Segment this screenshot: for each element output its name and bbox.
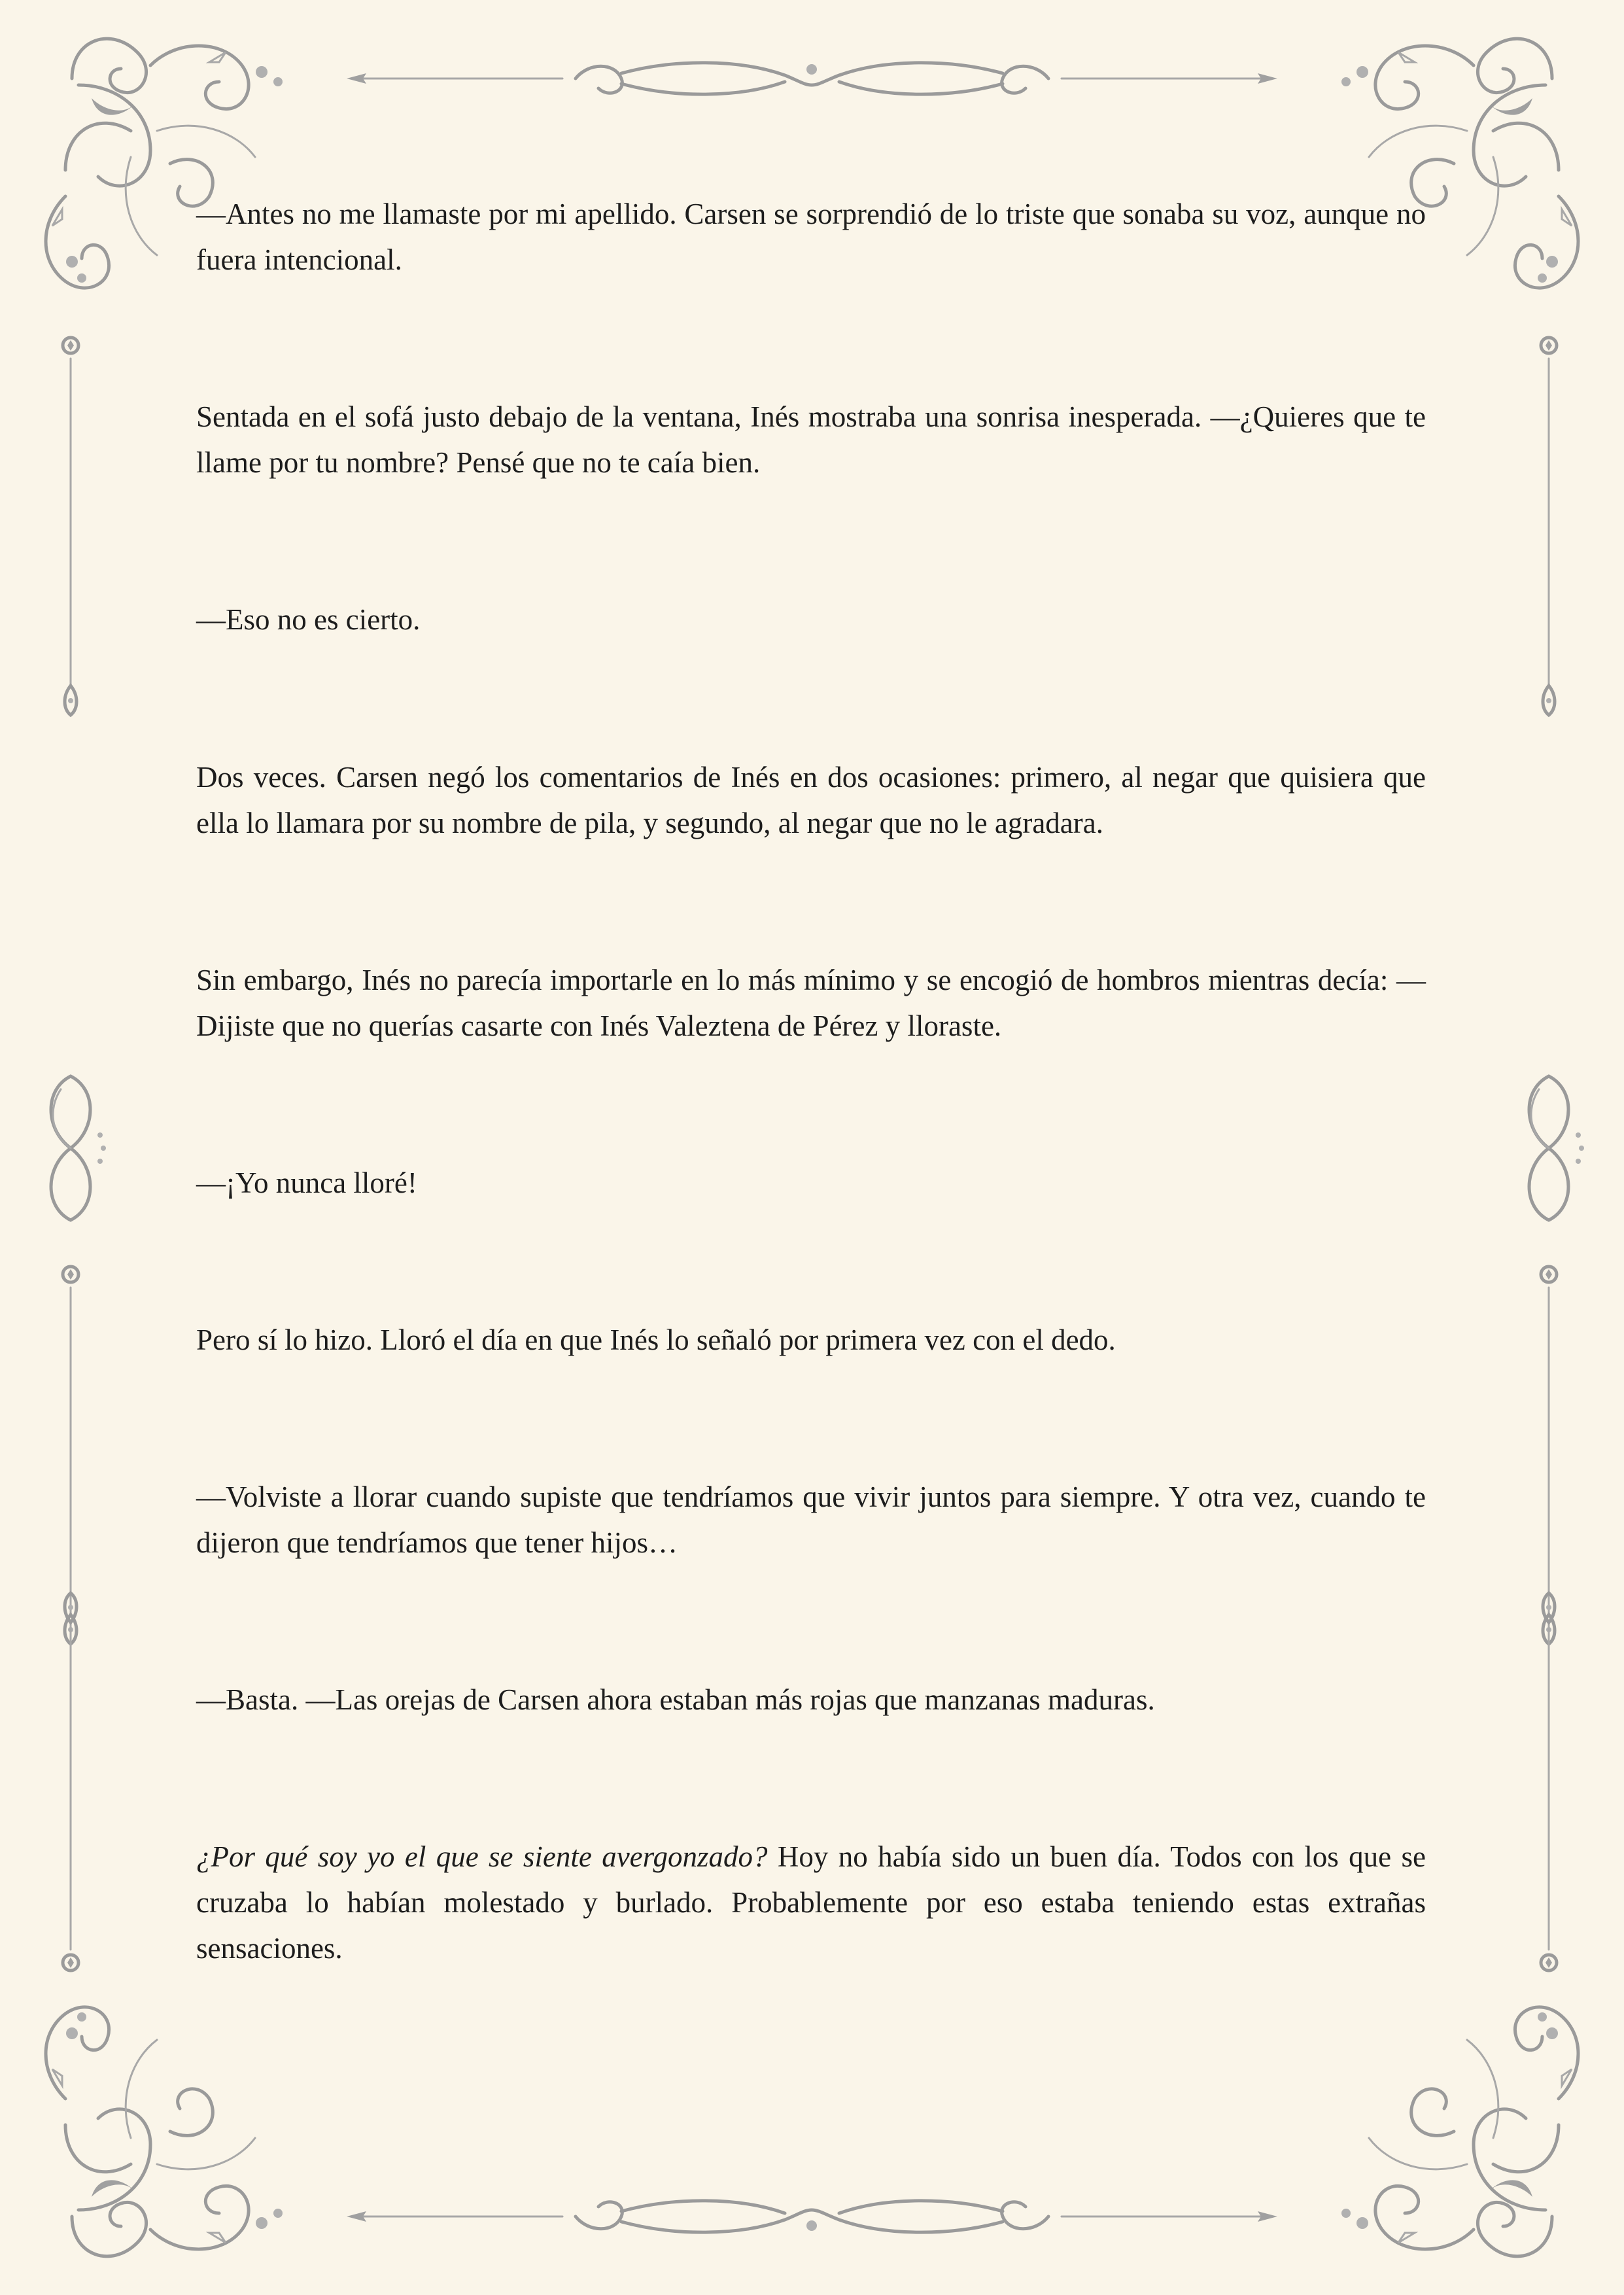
flourish-corner-icon (46, 2007, 283, 2256)
paragraph: Sentada en el sofá justo debajo de la ventana, Inés mostraba una sonrisa inesperada. —¿Quieres que te llame por tu nombre? Pensé que no te caía bien. (196, 400, 1426, 479)
paragraph: Pero sí lo hizo. Lloró el día en que Inés lo señaló por primera vez con el dedo. (196, 1323, 1116, 1356)
paragraph (196, 1834, 1426, 1971)
paragraph: —Eso no es cierto. (196, 603, 421, 636)
pendant-rod-icon (1541, 1267, 1557, 1644)
paragraph: Dos veces. Carsen negó los comentarios de Inés en dos ocasiones: primero, al negar que quisiera que ella lo llamara por su nombre de pila, y segundo, al negar que no le agradara. (196, 761, 1426, 839)
paragraph: Sin embargo, Inés no parecía importarle en lo más mínimo y se encogió de hombros mientras decía: —Dijiste que no querías casarte con Inés Valeztena de Pérez y lloraste. (196, 964, 1426, 1042)
pendant-rod-icon (1541, 1593, 1557, 1971)
infinity-knot-icon (51, 1076, 106, 1220)
paragraph: —Volviste a llorar cuando supiste que tendríamos que vivir juntos para siempre. Y otra vez, cuando te dijeron que tendríamos que tener hijos… (196, 1480, 1426, 1559)
scroll-border-icon (347, 63, 1277, 94)
pendant-rod-icon (1541, 338, 1557, 715)
paragraph: —¡Yo nunca lloré! (196, 1166, 417, 1199)
paragraph-text: Hoy no había sido un buen día. Todos con los que se cruzaba lo habían molestado y burlado. Probablemente por eso estaba teniendo estas extrañas sensaciones. (196, 1840, 1426, 1965)
paragraph: —Basta. —Las orejas de Carsen ahora estaban más rojas que manzanas maduras. (196, 1683, 1155, 1716)
italic-thought: ¿Por qué soy yo el que se siente avergonzado? (196, 1840, 768, 1873)
pendant-rod-icon (63, 338, 78, 715)
pendant-rod-icon (63, 1267, 78, 1644)
scroll-border-icon (347, 2201, 1277, 2232)
flourish-corner-icon (1341, 2007, 1578, 2256)
infinity-knot-icon (1529, 1076, 1584, 1220)
pendant-rod-icon (63, 1593, 78, 1971)
paragraph: —Antes no me llamaste por mi apellido. Carsen se sorprendió de lo triste que sonaba su voz, aunque no fuera intencional. (196, 198, 1426, 276)
